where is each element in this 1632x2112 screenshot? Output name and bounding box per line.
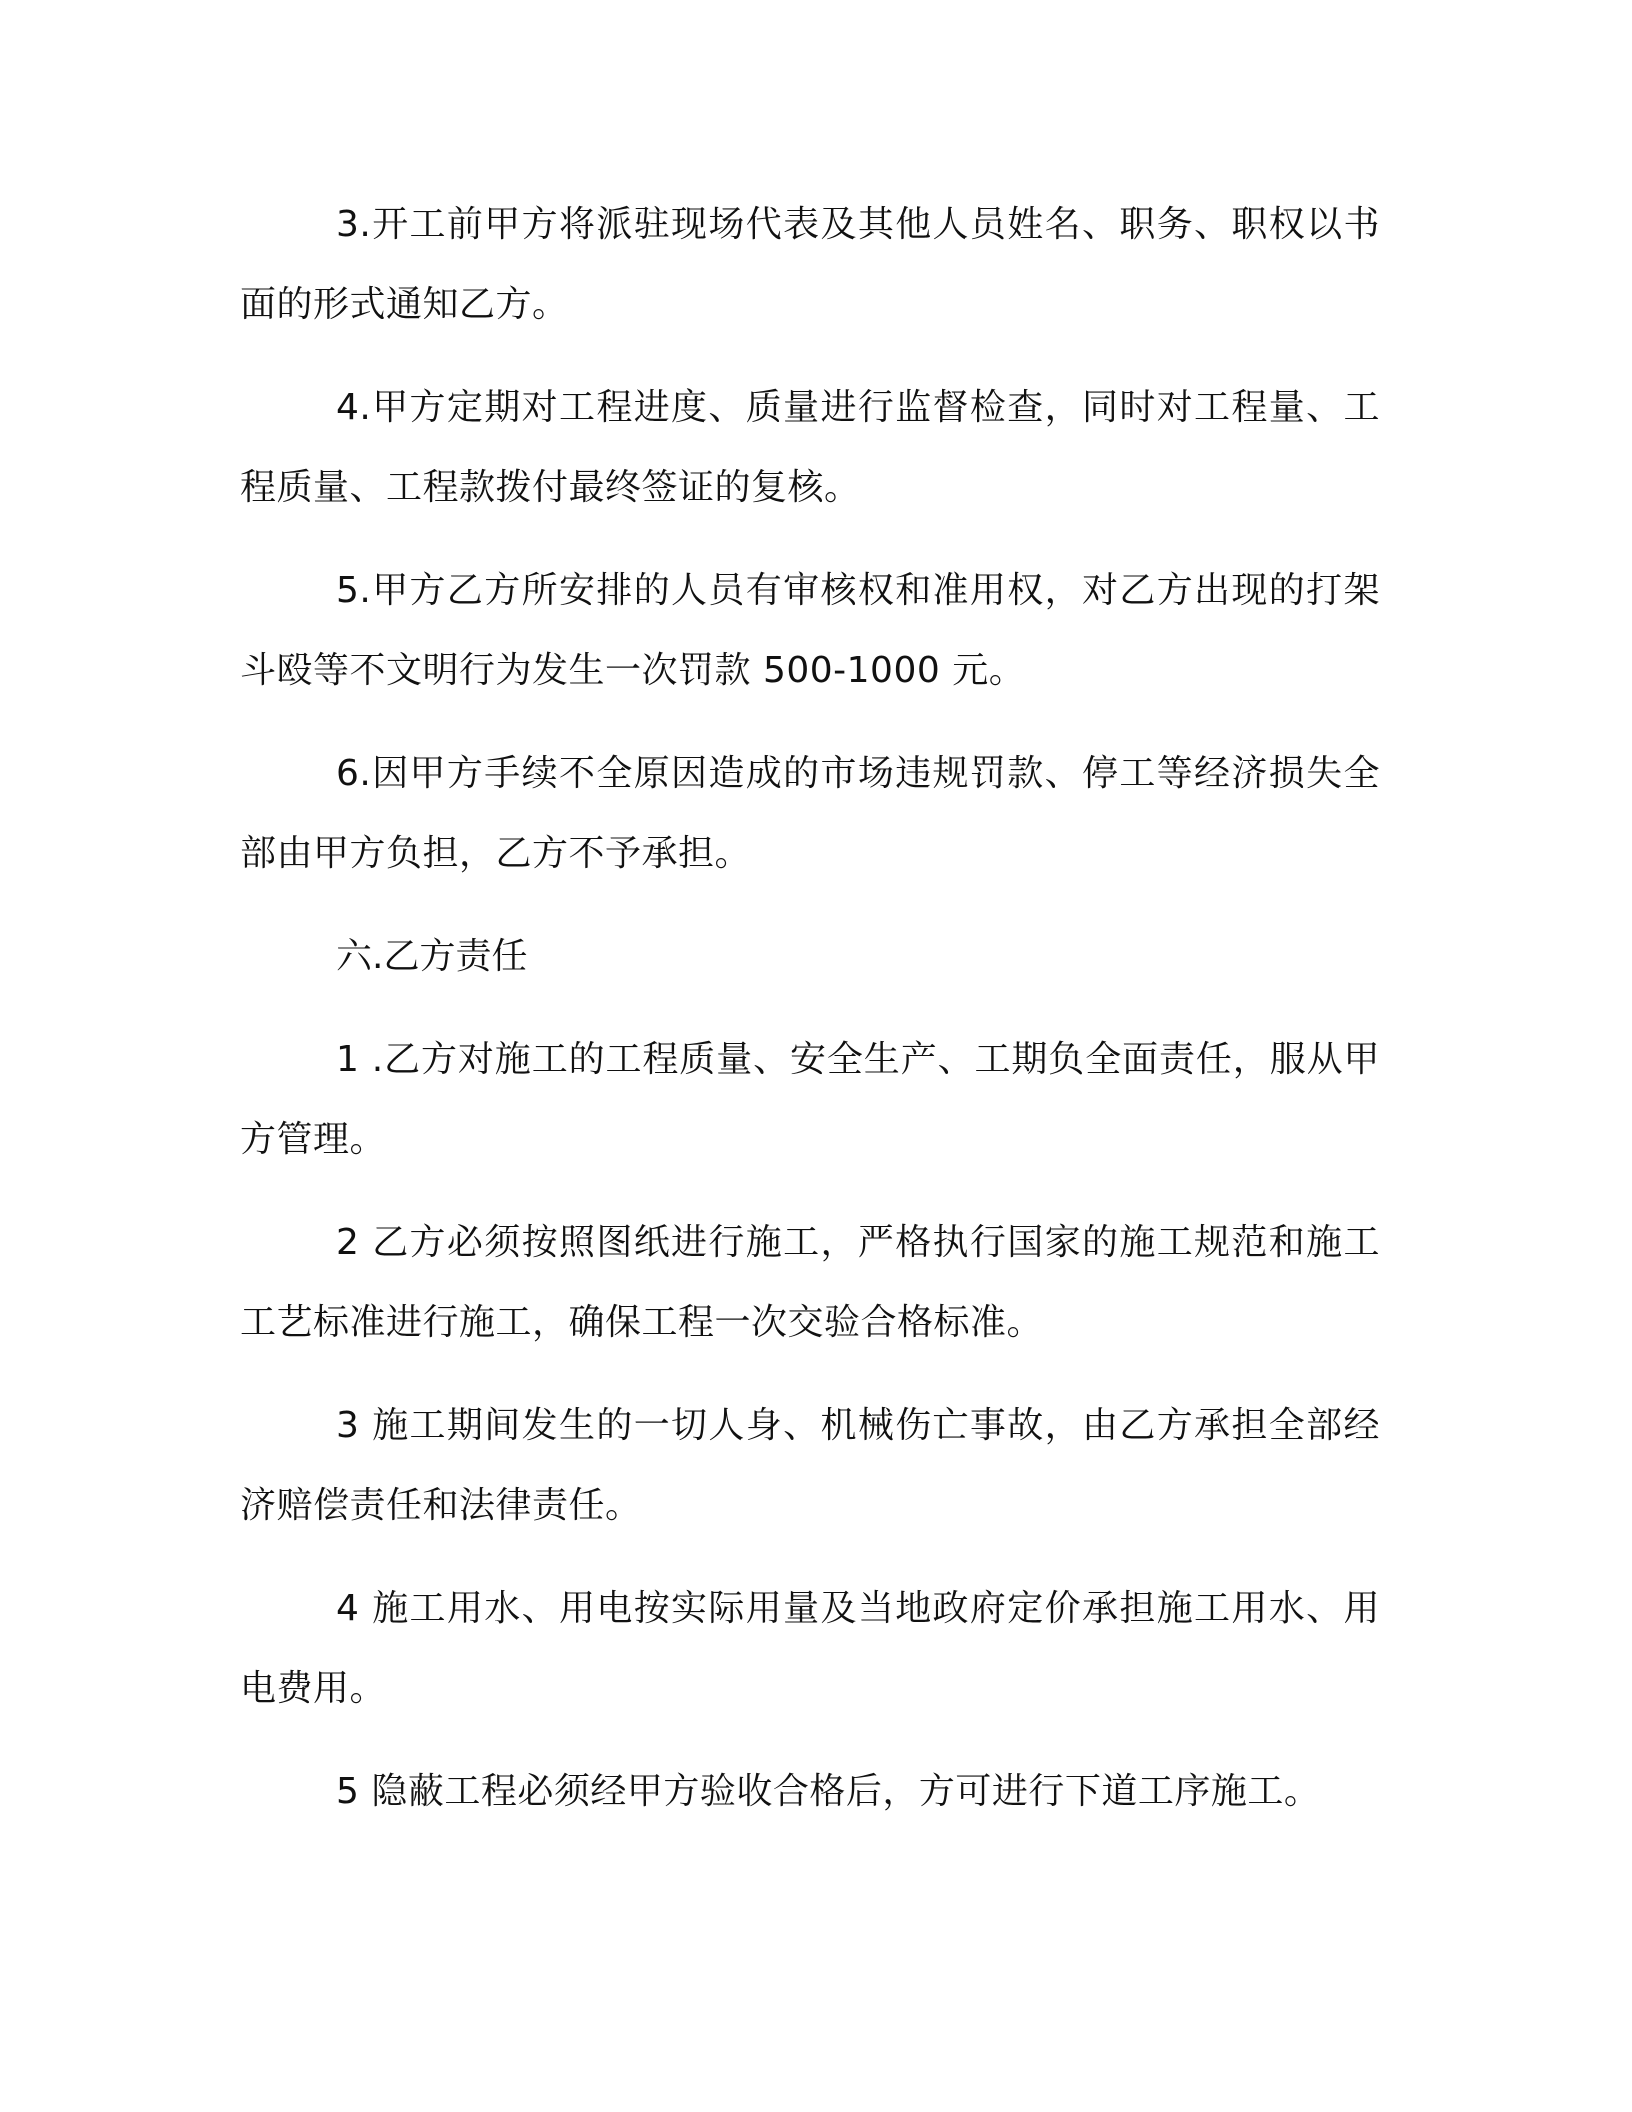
paragraph-b-clause-2: 2 乙方必须按照图纸进行施工，严格执行国家的施工规范和施工工艺标准进行施工，确保工程一次交验合格标准。 bbox=[240, 1222, 1380, 1343]
paragraph-b-clause-5: 5 隐蔽工程必须经甲方验收合格后，方可进行下道工序施工。 bbox=[336, 1771, 1321, 1812]
paragraph-b-clause-3: 3 施工期间发生的一切人身、机械伤亡事故，由乙方承担全部经济赔偿责任和法律责任。 bbox=[240, 1405, 1380, 1526]
paragraph-b-clause-4: 4 施工用水、用电按实际用量及当地政府定价承担施工用水、用电费用。 bbox=[240, 1588, 1380, 1709]
paragraph-clause-5: 5.甲方乙方所安排的人员有审核权和准用权，对乙方出现的打架斗殴等不文明行为发生一次罚款 500-1000 元。 bbox=[240, 570, 1380, 691]
paragraph-clause-4: 4.甲方定期对工程进度、质量进行监督检查，同时对工程量、工程质量、工程款拨付最终签证的复核。 bbox=[240, 387, 1380, 508]
section-heading-party-b-responsibility: 六.乙方责任 bbox=[336, 936, 528, 977]
paragraph-clause-3: 3.开工前甲方将派驻现场代表及其他人员姓名、职务、职权以书面的形式通知乙方。 bbox=[240, 204, 1380, 325]
document-body bbox=[240, 185, 1380, 1855]
paragraph-clause-6: 6.因甲方手续不全原因造成的市场违规罚款、停工等经济损失全部由甲方负担，乙方不予承担。 bbox=[240, 753, 1380, 874]
paragraph-b-clause-1: 1 .乙方对施工的工程质量、安全生产、工期负全面责任，服从甲方管理。 bbox=[240, 1039, 1380, 1160]
